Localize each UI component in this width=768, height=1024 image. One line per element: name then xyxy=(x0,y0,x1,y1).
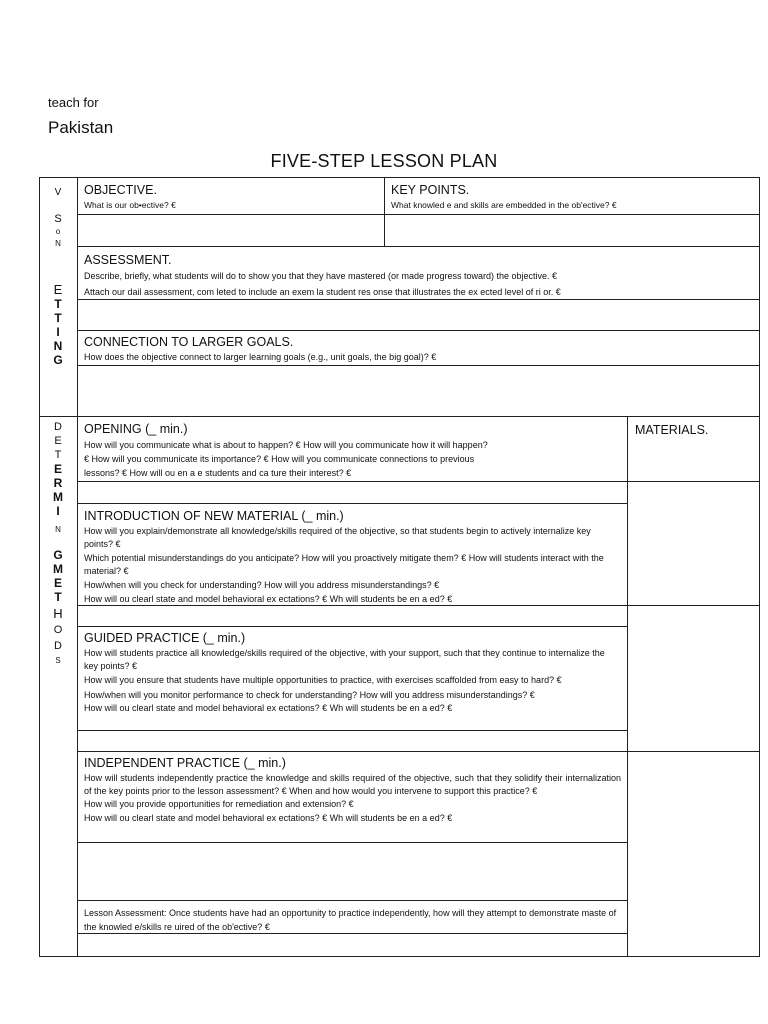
guided-answer-area[interactable] xyxy=(77,730,628,752)
objective-answer-area[interactable] xyxy=(77,214,385,247)
side-letter: E xyxy=(53,576,62,590)
connection-answer-area[interactable] xyxy=(77,365,760,417)
new-material-line: How/when will you check for understanding? How will you address misunderstandings? € xyxy=(84,580,440,590)
new-material-title: INTRODUCTION OF NEW MATERIAL (_ min.) xyxy=(84,509,344,523)
opening-answer-area[interactable] xyxy=(77,481,628,504)
side-letter: V xyxy=(54,187,62,198)
independent-line: How will you provide opportunities for remediation and extension? € xyxy=(84,799,354,809)
side-letter: E xyxy=(53,462,62,476)
assessment-title: ASSESSMENT. xyxy=(84,253,172,267)
side-label-setting xyxy=(39,186,77,367)
side-letter: E xyxy=(54,435,62,447)
page-title: FIVE-STEP LESSON PLAN xyxy=(270,151,498,171)
side-letter: I xyxy=(56,504,60,518)
assessment-line: Attach our dail assessment, com leted to include an exem la student res onse that illustrates the ex ected level of ri or. € xyxy=(84,286,561,297)
side-letter: D xyxy=(54,421,62,433)
side-letter: N xyxy=(55,525,61,534)
side-letter: R xyxy=(53,476,63,490)
side-letter: S xyxy=(54,213,62,225)
opening-line: How will you communicate what is about to happen? € How will you communicate how it will happen? xyxy=(84,440,488,450)
new-material-line: Which potential misunderstandings do you anticipate? How will you proactively mitigate them? € How will students interact with the material? € xyxy=(84,553,604,576)
materials-header-cell xyxy=(627,416,760,482)
side-letter: H xyxy=(53,606,63,621)
side-label-methods xyxy=(39,420,77,667)
side-letter: E xyxy=(53,282,63,297)
new-material-cell xyxy=(77,503,628,606)
logo-pakistan: Pakistan xyxy=(48,118,114,137)
independent-prompt xyxy=(84,772,621,824)
lesson-assessment-answer-area[interactable] xyxy=(77,933,628,957)
assessment-cell xyxy=(77,246,760,300)
assessment-answer-area[interactable] xyxy=(77,299,760,331)
connection-prompt: How does the objective connect to larger learning goals (e.g., unit goals, the big goal)? € xyxy=(84,352,437,362)
side-letter: D xyxy=(54,640,62,652)
key-points-cell xyxy=(384,177,760,215)
materials-title: MATERIALS. xyxy=(635,423,709,437)
objective-title: OBJECTIVE. xyxy=(84,183,157,197)
side-letter: o xyxy=(55,227,61,236)
opening-line: € How will you communicate its importance? € How will you communicate connections to previous xyxy=(84,454,475,464)
connection-cell xyxy=(77,330,760,366)
materials-area-new-material[interactable] xyxy=(627,481,760,606)
guided-spacer[interactable] xyxy=(77,605,628,627)
side-letter: I xyxy=(56,325,60,339)
side-letter: T xyxy=(54,590,62,604)
side-letter: T xyxy=(54,449,62,461)
side-letter: G xyxy=(53,548,63,562)
assessment-line: Describe, briefly, what students will do to show you that they have mastered (or made progress toward) the objective. € xyxy=(84,271,558,281)
key-points-prompt: What knowled e and skills are embedded in the ob'ective? € xyxy=(391,200,617,210)
side-letter: T xyxy=(54,297,62,311)
new-material-line: How will you explain/demonstrate all knowledge/skills required of the objective, so that students begin to actively internalize key points? € xyxy=(84,526,591,549)
side-letter: O xyxy=(53,624,63,636)
materials-area-guided[interactable] xyxy=(627,605,760,752)
guided-cell xyxy=(77,626,628,731)
independent-cell xyxy=(77,751,628,843)
guided-line: How/when will you monitor performance to check for understanding? How will you address misunderstandings? € xyxy=(84,689,535,700)
side-letter: T xyxy=(54,311,62,325)
assessment-prompt xyxy=(84,270,753,298)
side-letter: S xyxy=(55,656,61,665)
objective-prompt: What is our ob•ective? € xyxy=(84,200,176,210)
lesson-assessment-text: Lesson Assessment: Once students have had an opportunity to practice independently, how will they attempt to demonstrate maste of the knowled e/skills re uired of the ob'ective? € xyxy=(84,908,617,932)
opening-line: lessons? € How will ou en a e students and ca ture their interest? € xyxy=(84,468,352,478)
logo-teach-for: teach for xyxy=(48,95,99,110)
guided-prompt xyxy=(84,647,621,715)
new-material-line: How will ou clearl state and model behavioral ex ectations? € Wh will students be en a ed? € xyxy=(84,593,453,604)
lesson-assessment-cell xyxy=(77,900,628,934)
guided-line: How will students practice all knowledge/skills required of the objective, with your support, such that they continue to internalize the key points? € xyxy=(84,648,605,671)
new-material-prompt xyxy=(84,525,621,605)
side-letter: M xyxy=(53,562,63,576)
side-letter: G xyxy=(53,353,63,367)
side-letter: N xyxy=(53,339,63,353)
key-points-title: KEY POINTS. xyxy=(391,183,470,197)
opening-cell xyxy=(77,416,628,482)
independent-answer-area[interactable] xyxy=(77,842,628,901)
opening-prompt xyxy=(84,438,621,480)
side-letter: M xyxy=(53,490,63,504)
independent-title: INDEPENDENT PRACTICE (_ min.) xyxy=(84,756,286,770)
side-letter: N xyxy=(55,239,61,248)
materials-area-independent[interactable] xyxy=(627,751,760,957)
connection-title: CONNECTION TO LARGER GOALS. xyxy=(84,335,294,349)
opening-title: OPENING (_ min.) xyxy=(84,422,188,436)
guided-line: How will you ensure that students have multiple opportunities to practice, with exercises scaffolded from easy to hard? € xyxy=(84,675,562,685)
independent-line: How will students independently practice the knowledge and skills required of the objective, such that they solidify their internalization of the key points prior to the lesson assessment? € When and how would you intervene to support this practice? € xyxy=(84,773,621,796)
independent-line: How will ou clearl state and model behavioral ex ectations? € Wh will students be en a ed? € xyxy=(84,812,453,823)
objective-cell xyxy=(77,177,385,215)
guided-title: GUIDED PRACTICE (_ min.) xyxy=(84,631,246,645)
key-points-answer-area[interactable] xyxy=(384,214,760,247)
guided-line: How will ou clearl state and model behavioral ex ectations? € Wh will students be en a ed? € xyxy=(84,703,453,713)
